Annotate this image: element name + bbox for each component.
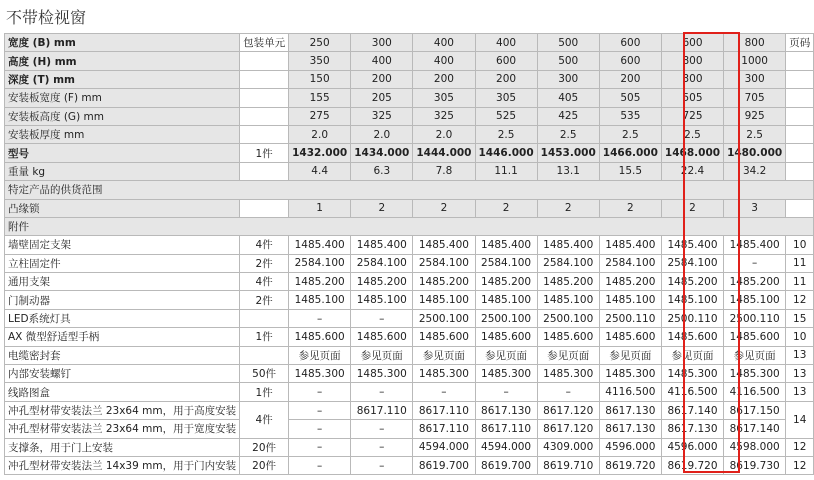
row-label: 线路图盒: [5, 383, 240, 401]
value-cell: 8619.730: [724, 456, 786, 474]
value-cell: 1485.300: [661, 365, 723, 383]
value-cell: –: [413, 383, 475, 401]
row-label: 宽度 (B) mm: [5, 34, 240, 52]
value-cell: 参见页面: [537, 346, 599, 364]
value-cell: 参见页面: [599, 346, 661, 364]
page-cell: [786, 199, 814, 217]
value-cell: 1485.200: [537, 273, 599, 291]
page-cell: 13: [786, 365, 814, 383]
value-cell: 305: [413, 89, 475, 107]
value-cell: 300: [661, 70, 723, 88]
unit-cell: [240, 107, 289, 125]
row-label: 重量 kg: [5, 162, 240, 180]
value-cell: 2584.100: [599, 254, 661, 272]
unit-cell: 20件: [240, 438, 289, 456]
value-cell: 8617.130: [599, 401, 661, 419]
page-cell: 12: [786, 456, 814, 474]
value-cell: 2.5: [724, 125, 786, 143]
value-cell: 参见页面: [289, 346, 351, 364]
value-cell: –: [289, 438, 351, 456]
value-cell: 1485.400: [413, 236, 475, 254]
value-cell: 8617.110: [413, 420, 475, 438]
value-cell: 705: [724, 89, 786, 107]
unit-cell: [240, 70, 289, 88]
value-cell: 4594.000: [475, 438, 537, 456]
value-cell: 1453.000: [537, 144, 599, 162]
value-cell: 1485.600: [289, 328, 351, 346]
row-label: 冲孔型材带安装法兰 23x64 mm，用于宽度安装: [5, 420, 240, 438]
unit-cell: [240, 199, 289, 217]
value-cell: 8619.720: [599, 456, 661, 474]
table-row: [5, 383, 814, 401]
value-cell: –: [351, 438, 413, 456]
value-cell: 参见页面: [661, 346, 723, 364]
value-cell: 800: [661, 52, 723, 70]
value-cell: 2500.100: [475, 309, 537, 327]
value-cell: 34.2: [724, 162, 786, 180]
row-label: 高度 (H) mm: [5, 52, 240, 70]
value-cell: 350: [289, 52, 351, 70]
value-cell: 1485.100: [413, 291, 475, 309]
value-cell: 参见页面: [351, 346, 413, 364]
unit-cell: 4件: [240, 236, 289, 254]
row-label: 墙壁固定支架: [5, 236, 240, 254]
unit-cell: 1件: [240, 383, 289, 401]
unit-cell: [240, 309, 289, 327]
value-cell: 8617.130: [599, 420, 661, 438]
table-row: [5, 291, 814, 309]
value-cell: 1485.400: [537, 236, 599, 254]
table-row: [5, 144, 814, 162]
section-accessories-title: 附件: [5, 217, 814, 235]
value-cell: 1485.300: [537, 365, 599, 383]
value-cell: 600: [599, 52, 661, 70]
value-cell: 2: [599, 199, 661, 217]
value-cell: 1485.100: [475, 291, 537, 309]
value-cell: 8617.140: [724, 420, 786, 438]
value-cell: 1485.100: [599, 291, 661, 309]
value-cell: 1485.400: [661, 236, 723, 254]
value-cell: 2584.100: [413, 254, 475, 272]
table-row: [5, 328, 814, 346]
page-cell: 14: [786, 401, 814, 438]
table-row: [5, 70, 814, 88]
unit-cell: 20件: [240, 456, 289, 474]
value-cell: 300: [351, 34, 413, 52]
value-cell: –: [724, 254, 786, 272]
row-label: LED系统灯具: [5, 309, 240, 327]
page-cell: [786, 144, 814, 162]
table-row: [5, 456, 814, 474]
row-label: 立柱固定件: [5, 254, 240, 272]
value-cell: 1485.200: [599, 273, 661, 291]
value-cell: 2: [475, 199, 537, 217]
value-cell: 4.4: [289, 162, 351, 180]
value-cell: 425: [537, 107, 599, 125]
table-row: [5, 254, 814, 272]
page-cell: [786, 70, 814, 88]
value-cell: 2: [537, 199, 599, 217]
value-cell: 1485.100: [351, 291, 413, 309]
value-cell: 205: [351, 89, 413, 107]
value-cell: 8619.700: [413, 456, 475, 474]
value-cell: 2500.100: [537, 309, 599, 327]
value-cell: 1000: [724, 52, 786, 70]
row-label: 通用支架: [5, 273, 240, 291]
value-cell: 1485.100: [289, 291, 351, 309]
value-cell: 1468.000: [661, 144, 723, 162]
value-cell: 305: [475, 89, 537, 107]
value-cell: 400: [413, 34, 475, 52]
unit-cell: 4件: [240, 273, 289, 291]
value-cell: 4594.000: [413, 438, 475, 456]
value-cell: 2: [413, 199, 475, 217]
value-cell: 2584.100: [537, 254, 599, 272]
row-label: 安装板宽度 (F) mm: [5, 89, 240, 107]
value-cell: 2584.100: [289, 254, 351, 272]
row-label: 门制动器: [5, 291, 240, 309]
value-cell: 1485.200: [289, 273, 351, 291]
table-row: [5, 401, 814, 419]
value-cell: 4116.500: [661, 383, 723, 401]
row-label: 电缆密封套: [5, 346, 240, 364]
unit-cell: [240, 346, 289, 364]
value-cell: 400: [413, 52, 475, 70]
value-cell: 2584.100: [475, 254, 537, 272]
value-cell: 505: [661, 89, 723, 107]
row-label: 凸缘锁: [5, 199, 240, 217]
value-cell: 1485.100: [661, 291, 723, 309]
value-cell: –: [351, 456, 413, 474]
page-cell: [786, 107, 814, 125]
value-cell: 2.0: [351, 125, 413, 143]
value-cell: 7.8: [413, 162, 475, 180]
table-row: [5, 125, 814, 143]
value-cell: 500: [537, 34, 599, 52]
value-cell: 325: [351, 107, 413, 125]
value-cell: –: [351, 383, 413, 401]
page-cell: 10: [786, 236, 814, 254]
section-row: [5, 181, 814, 199]
row-label: AX 微型舒适型手柄: [5, 328, 240, 346]
value-cell: –: [475, 383, 537, 401]
row-label: 内部安装螺钉: [5, 365, 240, 383]
row-label: 冲孔型材带安装法兰 14x39 mm，用于门内安装: [5, 456, 240, 474]
value-cell: 2.0: [413, 125, 475, 143]
value-cell: 1485.400: [289, 236, 351, 254]
page-cell: [786, 52, 814, 70]
value-cell: 725: [661, 107, 723, 125]
value-cell: 4116.500: [599, 383, 661, 401]
value-cell: 8617.130: [661, 420, 723, 438]
value-cell: –: [537, 383, 599, 401]
value-cell: 1434.000: [351, 144, 413, 162]
row-label: 安装板厚度 mm: [5, 125, 240, 143]
row-label: 安装板高度 (G) mm: [5, 107, 240, 125]
page-cell: 10: [786, 328, 814, 346]
value-cell: –: [289, 383, 351, 401]
unit-cell: [240, 52, 289, 70]
value-cell: –: [289, 309, 351, 327]
value-cell: 参见页面: [475, 346, 537, 364]
table-row: [5, 309, 814, 327]
page-title: 不带检视窗: [6, 8, 87, 27]
page-cell: [786, 162, 814, 180]
value-cell: 1485.600: [724, 328, 786, 346]
value-cell: 2584.100: [661, 254, 723, 272]
value-cell: 1485.600: [351, 328, 413, 346]
value-cell: –: [351, 420, 413, 438]
value-cell: 1480.000: [724, 144, 786, 162]
value-cell: 11.1: [475, 162, 537, 180]
value-cell: 1485.600: [475, 328, 537, 346]
table-row: [5, 438, 814, 456]
value-cell: –: [289, 456, 351, 474]
value-cell: 1485.200: [724, 273, 786, 291]
value-cell: 8617.150: [724, 401, 786, 419]
value-cell: 1485.600: [413, 328, 475, 346]
section-scope-title: 特定产品的供货范围: [5, 181, 814, 199]
value-cell: 8617.120: [537, 420, 599, 438]
unit-cell: 2件: [240, 254, 289, 272]
value-cell: –: [289, 420, 351, 438]
row-label: 支撑条，用于门上安装: [5, 438, 240, 456]
value-cell: 2.5: [537, 125, 599, 143]
value-cell: 1446.000: [475, 144, 537, 162]
table-row: [5, 346, 814, 364]
value-cell: 400: [475, 34, 537, 52]
value-cell: 4598.000: [724, 438, 786, 456]
value-cell: –: [351, 309, 413, 327]
value-cell: 1485.600: [537, 328, 599, 346]
value-cell: 8619.720: [661, 456, 723, 474]
unit-cell: [240, 125, 289, 143]
table-row: [5, 89, 814, 107]
row-label: 冲孔型材带安装法兰 23x64 mm，用于高度安装: [5, 401, 240, 419]
value-cell: 1485.300: [413, 365, 475, 383]
unit-header: 包装单元: [240, 34, 289, 52]
page-cell: 11: [786, 273, 814, 291]
value-cell: 1485.300: [599, 365, 661, 383]
value-cell: 250: [289, 34, 351, 52]
page-cell: [786, 89, 814, 107]
value-cell: 600: [661, 34, 723, 52]
value-cell: 1485.200: [351, 273, 413, 291]
section-row: [5, 217, 814, 235]
value-cell: 8617.130: [475, 401, 537, 419]
unit-cell: [240, 162, 289, 180]
unit-cell: 4件: [240, 401, 289, 438]
value-cell: 15.5: [599, 162, 661, 180]
row-label: 型号: [5, 144, 240, 162]
value-cell: 2: [351, 199, 413, 217]
value-cell: 2500.110: [599, 309, 661, 327]
value-cell: 1485.600: [599, 328, 661, 346]
value-cell: 1485.100: [537, 291, 599, 309]
value-cell: 1485.300: [351, 365, 413, 383]
value-cell: 200: [599, 70, 661, 88]
value-cell: 200: [475, 70, 537, 88]
value-cell: 1485.400: [599, 236, 661, 254]
table-row: [5, 52, 814, 70]
specification-table: [4, 33, 814, 475]
table-row: [5, 273, 814, 291]
value-cell: 400: [351, 52, 413, 70]
page-cell: 13: [786, 346, 814, 364]
value-cell: 8619.700: [475, 456, 537, 474]
value-cell: 1485.400: [724, 236, 786, 254]
table-row: [5, 34, 814, 52]
unit-cell: 50件: [240, 365, 289, 383]
value-cell: 600: [475, 52, 537, 70]
value-cell: 4116.500: [724, 383, 786, 401]
value-cell: 6.3: [351, 162, 413, 180]
value-cell: 2500.110: [661, 309, 723, 327]
value-cell: 500: [537, 52, 599, 70]
value-cell: –: [289, 401, 351, 419]
value-cell: 1485.300: [724, 365, 786, 383]
table-row: [5, 420, 814, 438]
value-cell: 505: [599, 89, 661, 107]
value-cell: 1485.200: [475, 273, 537, 291]
value-cell: 1485.600: [661, 328, 723, 346]
value-cell: 4596.000: [599, 438, 661, 456]
value-cell: 150: [289, 70, 351, 88]
value-cell: 13.1: [537, 162, 599, 180]
page-cell: 12: [786, 291, 814, 309]
page-cell: 12: [786, 438, 814, 456]
value-cell: 925: [724, 107, 786, 125]
table-row: [5, 199, 814, 217]
unit-cell: [240, 89, 289, 107]
value-cell: 22.4: [661, 162, 723, 180]
value-cell: 8617.110: [351, 401, 413, 419]
value-cell: 155: [289, 89, 351, 107]
row-label: 深度 (T) mm: [5, 70, 240, 88]
value-cell: 8619.710: [537, 456, 599, 474]
value-cell: 1432.000: [289, 144, 351, 162]
value-cell: 2500.100: [413, 309, 475, 327]
value-cell: 4596.000: [661, 438, 723, 456]
value-cell: 8617.120: [537, 401, 599, 419]
value-cell: 300: [724, 70, 786, 88]
value-cell: 1466.000: [599, 144, 661, 162]
value-cell: 1485.400: [475, 236, 537, 254]
value-cell: 8617.110: [475, 420, 537, 438]
unit-cell: 1件: [240, 144, 289, 162]
value-cell: 1485.400: [351, 236, 413, 254]
page-cell: 15: [786, 309, 814, 327]
value-cell: 525: [475, 107, 537, 125]
table-row: [5, 107, 814, 125]
value-cell: 2: [661, 199, 723, 217]
value-cell: 2.5: [475, 125, 537, 143]
page-cell: 13: [786, 383, 814, 401]
value-cell: 3: [724, 199, 786, 217]
value-cell: 200: [351, 70, 413, 88]
table-row: [5, 365, 814, 383]
value-cell: 1485.300: [475, 365, 537, 383]
value-cell: 535: [599, 107, 661, 125]
value-cell: 1: [289, 199, 351, 217]
value-cell: 8617.110: [413, 401, 475, 419]
unit-cell: 2件: [240, 291, 289, 309]
table-row: [5, 236, 814, 254]
value-cell: 8617.140: [661, 401, 723, 419]
value-cell: 2500.110: [724, 309, 786, 327]
value-cell: 325: [413, 107, 475, 125]
page-cell: 11: [786, 254, 814, 272]
value-cell: 1485.100: [724, 291, 786, 309]
value-cell: 参见页面: [413, 346, 475, 364]
value-cell: 参见页面: [724, 346, 786, 364]
value-cell: 2.0: [289, 125, 351, 143]
value-cell: 275: [289, 107, 351, 125]
page-header: 页码: [786, 34, 814, 52]
value-cell: 600: [599, 34, 661, 52]
value-cell: 1485.300: [289, 365, 351, 383]
value-cell: 2.5: [661, 125, 723, 143]
value-cell: 2584.100: [351, 254, 413, 272]
value-cell: 1444.000: [413, 144, 475, 162]
value-cell: 2.5: [599, 125, 661, 143]
table-row: [5, 162, 814, 180]
unit-cell: 1件: [240, 328, 289, 346]
value-cell: 800: [724, 34, 786, 52]
value-cell: 1485.200: [413, 273, 475, 291]
value-cell: 1485.200: [661, 273, 723, 291]
page-cell: [786, 125, 814, 143]
value-cell: 200: [413, 70, 475, 88]
value-cell: 300: [537, 70, 599, 88]
value-cell: 405: [537, 89, 599, 107]
value-cell: 4309.000: [537, 438, 599, 456]
